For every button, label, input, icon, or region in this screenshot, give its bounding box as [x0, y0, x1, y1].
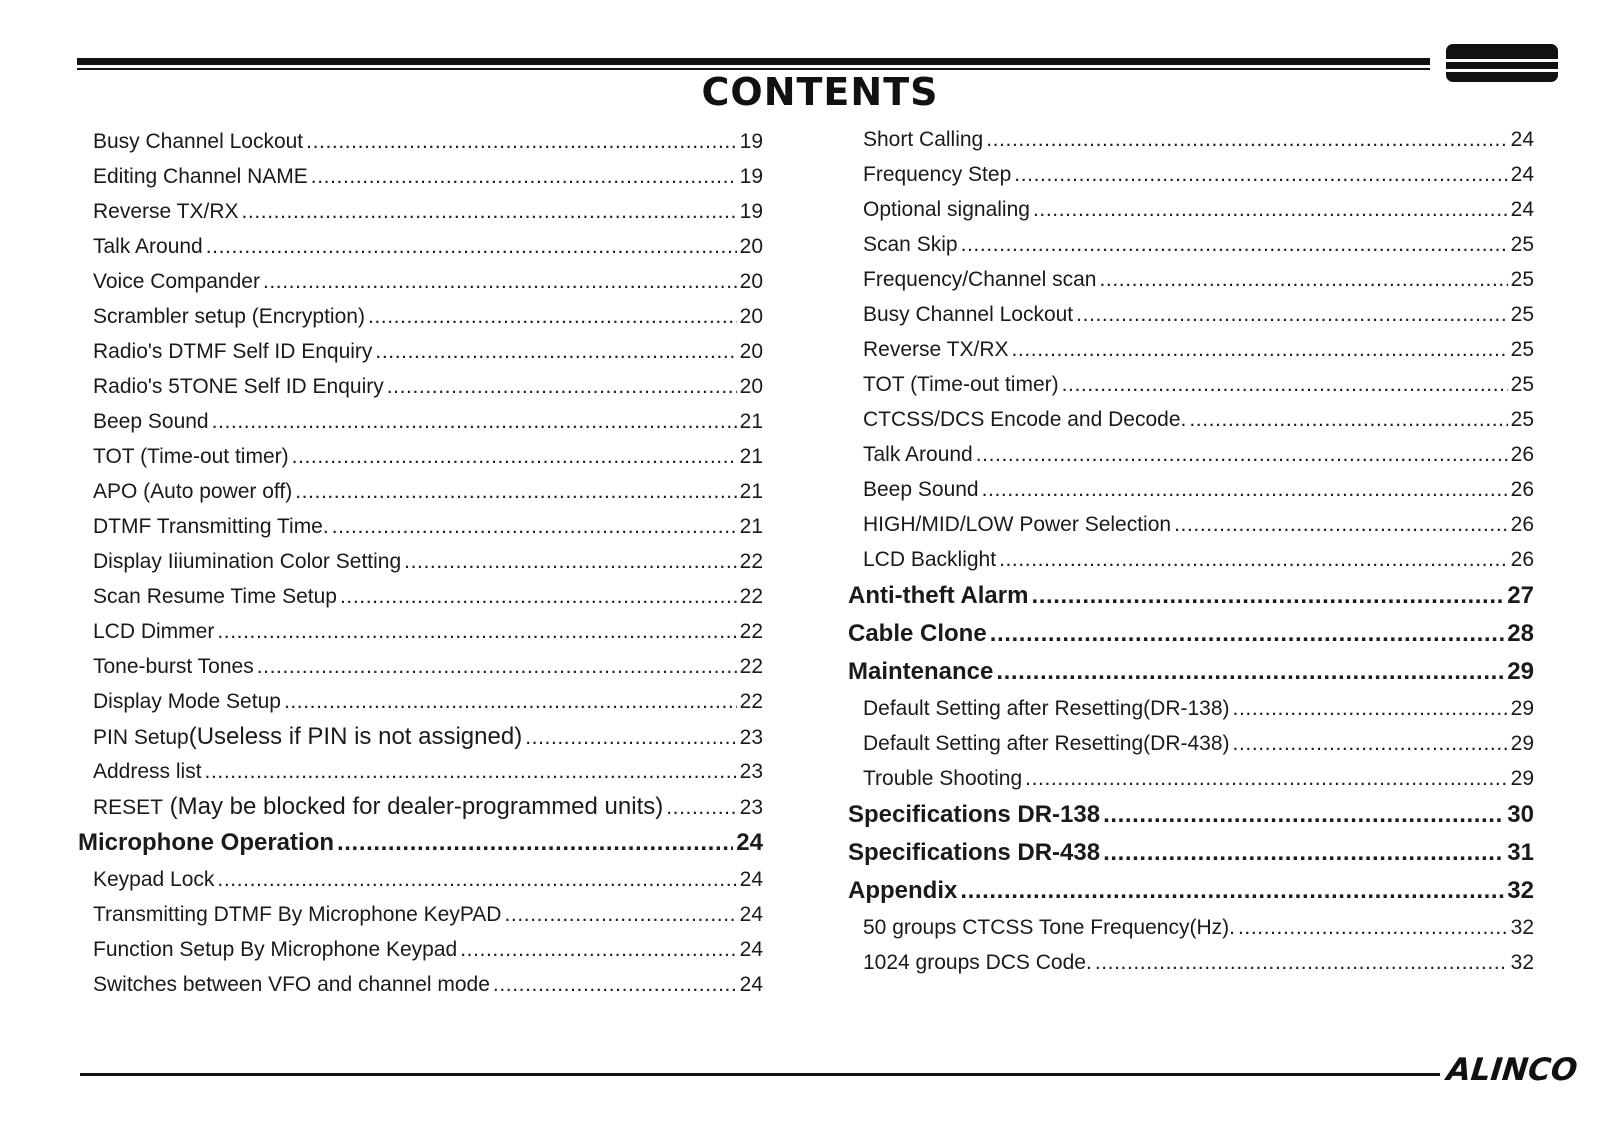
toc-entry-label: Scrambler setup (Encryption) [93, 305, 365, 328]
dot-leader [986, 122, 1507, 157]
dot-leader [1033, 192, 1508, 227]
toc-entry [78, 404, 763, 439]
toc-entry [78, 544, 763, 579]
dot-leader [368, 299, 737, 334]
toc-entry [78, 967, 763, 1002]
toc-page-number: 19 [739, 165, 763, 188]
toc-page-number: 26 [1510, 443, 1534, 466]
toc-entry-label: Busy Channel Lockout [93, 130, 304, 153]
toc-page-number: 25 [1510, 373, 1534, 396]
dot-leader [999, 542, 1508, 577]
dot-leader [1233, 691, 1508, 726]
toc-entry [78, 719, 763, 754]
toc-entry [848, 542, 1534, 577]
toc-entry-label: Specifications DR-138 [848, 801, 1101, 828]
toc-page-number: 24 [1510, 163, 1534, 186]
toc-section-entry [848, 834, 1534, 872]
toc-entry [78, 754, 763, 789]
toc-entry-label: Specifications DR-438 [848, 839, 1101, 866]
toc-entry [848, 332, 1534, 367]
alinco-logo: ALINCO [1445, 1052, 1580, 1088]
dot-leader [504, 897, 736, 932]
toc-entry [848, 297, 1534, 332]
toc-page-number: 19 [739, 130, 763, 153]
dot-leader [460, 932, 736, 967]
toc-entry-label: Address list [93, 760, 202, 783]
toc-entry-label: 1024 groups DCS Code. [863, 951, 1092, 974]
toc-page-number: 24 [739, 973, 763, 996]
toc-page-number: 25 [1510, 303, 1534, 326]
toc-entry-label: APO (Auto power off) [93, 480, 293, 503]
toc-entry-label: RESET (May be blocked for dealer-programmed units) [93, 793, 664, 820]
toc-page-number: 22 [739, 585, 763, 608]
toc-page-number: 29 [1510, 732, 1534, 755]
toc-page-number: 23 [739, 726, 763, 749]
toc-section-entry [848, 796, 1534, 834]
toc-page-number: 29 [1507, 658, 1534, 685]
toc-entry-label: Transmitting DTMF By Microphone KeyPAD [93, 903, 502, 926]
toc-entry-label: Frequency/Channel scan [863, 268, 1097, 291]
header-rule-thick [77, 58, 1430, 65]
toc-page-number: 32 [1507, 877, 1534, 904]
toc-entry [78, 124, 763, 159]
toc-entry-label: Display Mode Setup [93, 690, 281, 713]
toc-right-column [848, 122, 1534, 980]
toc-entry-label: TOT (Time-out timer) [93, 445, 289, 468]
toc-page-number: 25 [1510, 233, 1534, 256]
toc-entry-label: 50 groups CTCSS Tone Frequency(Hz). [863, 916, 1235, 939]
toc-entry-label: HIGH/MID/LOW Power Selection [863, 513, 1172, 536]
toc-entry-label: Default Setting after Resetting(DR-438) [863, 732, 1230, 755]
toc-page-number: 21 [739, 515, 763, 538]
toc-page-number: 24 [736, 829, 763, 856]
dot-leader [332, 509, 737, 544]
toc-entry [848, 367, 1534, 402]
dot-leader [1031, 577, 1504, 615]
toc-entry [78, 439, 763, 474]
toc-entry [78, 509, 763, 544]
dot-leader [306, 124, 737, 159]
toc-entry [78, 299, 763, 334]
dot-leader [206, 229, 737, 264]
toc-entry [848, 437, 1534, 472]
dot-leader [292, 439, 737, 474]
toc-entry [78, 334, 763, 369]
toc-entry [848, 122, 1534, 157]
toc-page-number: 20 [739, 305, 763, 328]
toc-entry-label: Radio's 5TONE Self ID Enquiry [93, 375, 384, 398]
toc-entry-label: Keypad Lock [93, 868, 215, 891]
dot-leader [493, 967, 737, 1002]
toc-entry [848, 945, 1534, 980]
toc-entry-label: Maintenance [848, 658, 994, 685]
dot-leader [257, 649, 737, 684]
toc-entry [78, 159, 763, 194]
toc-entry [78, 194, 763, 229]
dot-leader [961, 227, 1508, 262]
toc-entry-label: Display Iiiumination Color Setting [93, 550, 402, 573]
toc-page-number: 21 [739, 410, 763, 433]
toc-entry-label: Default Setting after Resetting(DR-138) [863, 697, 1230, 720]
footer-rule [80, 1073, 1440, 1076]
toc-entry [848, 227, 1534, 262]
toc-entry-label: LCD Dimmer [93, 620, 215, 643]
toc-section-entry [848, 615, 1534, 653]
dot-leader [1012, 332, 1508, 367]
toc-entry [78, 684, 763, 719]
toc-page-number: 28 [1507, 620, 1534, 647]
toc-entry [78, 369, 763, 404]
dot-leader [205, 754, 737, 789]
toc-page-number: 32 [1510, 951, 1534, 974]
dot-leader [976, 437, 1508, 472]
toc-entry [78, 229, 763, 264]
toc-entry [848, 472, 1534, 507]
dot-leader [1076, 297, 1508, 332]
toc-page-number: 24 [739, 903, 763, 926]
toc-page-number: 25 [1510, 338, 1534, 361]
toc-entry-label: Voice Compander [93, 270, 260, 293]
toc-entry-label: Anti-theft Alarm [848, 582, 1029, 609]
toc-page-number: 20 [739, 375, 763, 398]
toc-entry [848, 910, 1534, 945]
toc-page-number: 24 [739, 938, 763, 961]
dot-leader [1238, 910, 1508, 945]
toc-entry [78, 579, 763, 614]
toc-page-number: 24 [739, 868, 763, 891]
toc-entry [848, 726, 1534, 761]
dot-leader [340, 579, 737, 614]
dot-leader [1025, 761, 1507, 796]
toc-entry [848, 691, 1534, 726]
toc-page-number: 26 [1510, 548, 1534, 571]
dot-leader [284, 684, 737, 719]
toc-entry [848, 157, 1534, 192]
toc-entry-label: Reverse TX/RX [93, 200, 239, 223]
toc-page-number: 20 [739, 340, 763, 363]
toc-page-number: 22 [739, 620, 763, 643]
toc-entry-label: Frequency Step [863, 163, 1012, 186]
toc-entry-label: Beep Sound [863, 478, 979, 501]
toc-section-entry [848, 577, 1534, 615]
toc-entry-label: Switches between VFO and channel mode [93, 973, 490, 996]
dot-leader [960, 872, 1504, 910]
toc-entry-label: Reverse TX/RX [863, 338, 1009, 361]
toc-page-number: 25 [1510, 268, 1534, 291]
dot-leader [1095, 945, 1508, 980]
toc-page-number: 24 [1510, 128, 1534, 151]
toc-entry-label: Scan Skip [863, 233, 958, 256]
toc-entry-label: Beep Sound [93, 410, 209, 433]
dot-leader [1189, 402, 1507, 437]
toc-section-entry [78, 824, 763, 862]
toc-entry-label: Radio's DTMF Self ID Enquiry [93, 340, 373, 363]
toc-entry [78, 932, 763, 967]
toc-page-number: 22 [739, 690, 763, 713]
toc-entry-label: Cable Clone [848, 620, 987, 647]
toc-entry-note: (May be blocked for dealer-programmed units) [163, 793, 664, 820]
toc-entry-label: Editing Channel NAME [93, 165, 308, 188]
toc-entry [848, 262, 1534, 297]
toc-entry [848, 761, 1534, 796]
toc-page-number: 25 [1510, 408, 1534, 431]
toc-entry [848, 402, 1534, 437]
dot-leader [1174, 507, 1508, 542]
dot-leader [404, 544, 737, 579]
dot-leader [375, 334, 736, 369]
toc-entry-label: CTCSS/DCS Encode and Decode. [863, 408, 1187, 431]
toc-page-number: 27 [1507, 582, 1534, 609]
toc-entry-label: Optional signaling [863, 198, 1030, 221]
toc-entry-label: Function Setup By Microphone Keypad [93, 938, 458, 961]
toc-entry [848, 192, 1534, 227]
toc-entry-label: TOT (Time-out timer) [863, 373, 1059, 396]
dot-leader [217, 862, 736, 897]
toc-page-number: 21 [739, 480, 763, 503]
toc-entry [78, 474, 763, 509]
toc-page-number: 32 [1510, 916, 1534, 939]
toc-entry-label: Trouble Shooting [863, 767, 1023, 790]
dot-leader [263, 264, 737, 299]
dot-leader [996, 653, 1504, 691]
dot-leader [1233, 726, 1508, 761]
toc-entry [848, 507, 1534, 542]
toc-entry-label: Busy Channel Lockout [863, 303, 1074, 326]
toc-page-number: 23 [739, 796, 763, 819]
dot-leader [212, 404, 737, 439]
toc-page-number: 26 [1510, 513, 1534, 536]
toc-page-number: 19 [739, 200, 763, 223]
toc-page-number: 20 [739, 235, 763, 258]
toc-page-number: 23 [739, 760, 763, 783]
toc-page-number: 22 [739, 550, 763, 573]
toc-entry [78, 789, 763, 824]
dot-leader [242, 194, 737, 229]
dot-leader [525, 720, 736, 755]
dot-leader [1062, 367, 1508, 402]
toc-left-column [78, 124, 763, 1002]
toc-entry-label: DTMF Transmitting Time. [93, 515, 329, 538]
toc-entry-note: (Useless if PIN is not assigned) [188, 723, 523, 750]
toc-entry [78, 614, 763, 649]
toc-page-number: 29 [1510, 697, 1534, 720]
toc-section-entry [848, 872, 1534, 910]
dot-leader [1014, 157, 1507, 192]
dot-leader [1103, 834, 1504, 872]
toc-entry-label: Short Calling [863, 128, 984, 151]
dot-leader [982, 472, 1508, 507]
toc-entry [78, 264, 763, 299]
toc-page-number: 21 [739, 445, 763, 468]
toc-entry [78, 897, 763, 932]
toc-entry-label: Appendix [848, 877, 958, 904]
dot-leader [217, 614, 736, 649]
toc-page-number: 20 [739, 270, 763, 293]
toc-entry-label: Talk Around [93, 235, 203, 258]
toc-page-number: 29 [1510, 767, 1534, 790]
dot-leader [990, 615, 1505, 653]
toc-entry-label: Scan Resume Time Setup [93, 585, 337, 608]
toc-page-number: 22 [739, 655, 763, 678]
dot-leader [295, 474, 736, 509]
dot-leader [1099, 262, 1507, 297]
toc-page-number: 26 [1510, 478, 1534, 501]
page-title: CONTENTS [701, 70, 939, 114]
dot-leader [311, 159, 737, 194]
toc-entry-label: PIN Setup(Useless if PIN is not assigned) [93, 723, 523, 750]
toc-entry [78, 649, 763, 684]
toc-entry [78, 862, 763, 897]
dot-leader [387, 369, 737, 404]
dot-leader [666, 790, 736, 825]
toc-entry-label: LCD Backlight [863, 548, 997, 571]
toc-entry-label: Tone-burst Tones [93, 655, 254, 678]
dot-leader [337, 824, 733, 862]
dot-leader [1103, 796, 1504, 834]
toc-entry-label: Talk Around [863, 443, 973, 466]
toc-page-number: 30 [1507, 801, 1534, 828]
toc-section-entry [848, 653, 1534, 691]
toc-page-number: 31 [1507, 839, 1534, 866]
toc-page-number: 24 [1510, 198, 1534, 221]
toc-entry-label: Microphone Operation [78, 829, 335, 856]
